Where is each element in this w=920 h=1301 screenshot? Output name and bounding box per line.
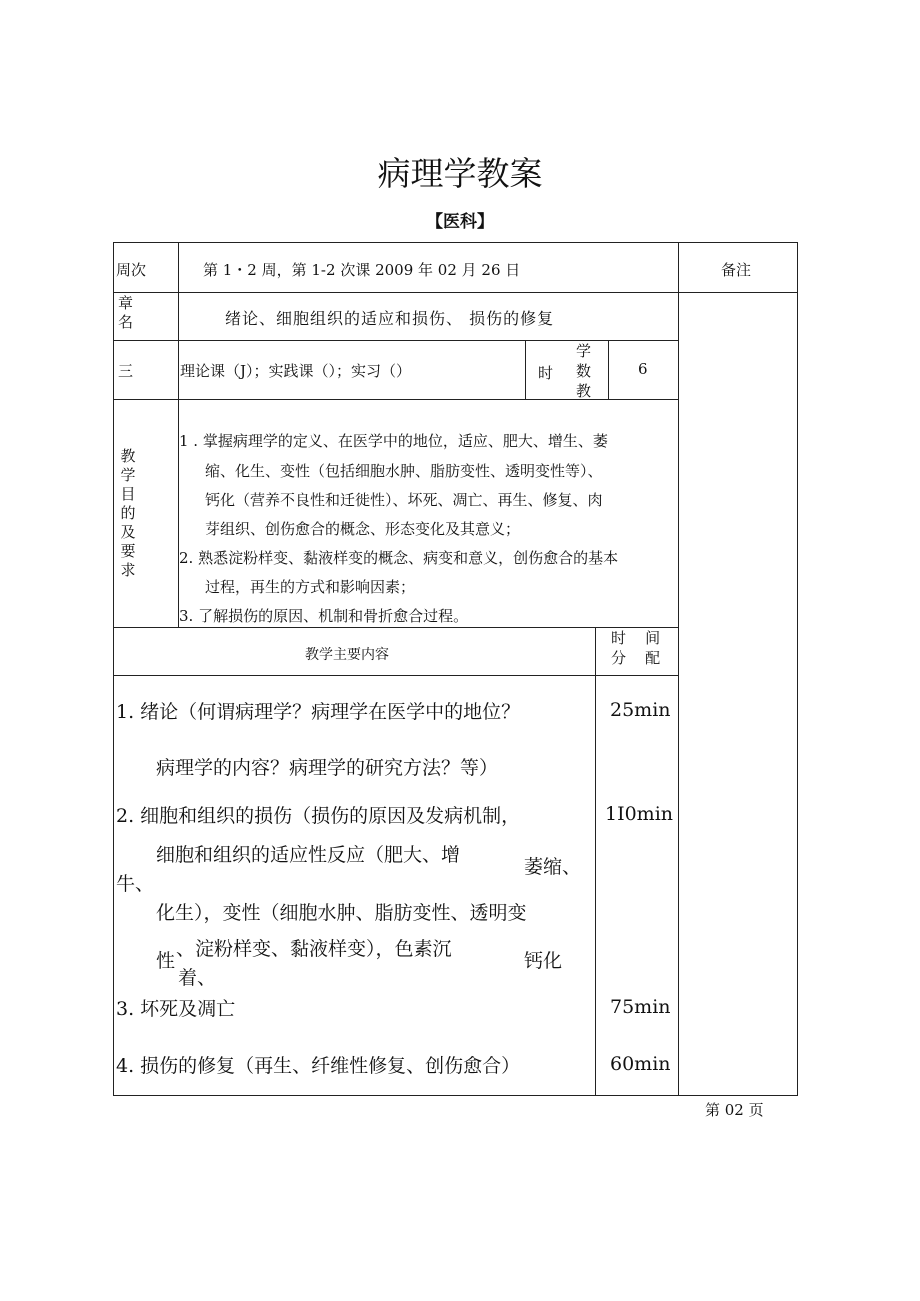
content-line-8: 性 — [156, 950, 176, 972]
objective-line-4: 芽组织、创伤愈合的概念、形态变化及其意义； — [205, 520, 521, 538]
hours-char-2: 数 — [576, 362, 592, 380]
time-value-1: 25min — [610, 699, 671, 721]
chapter-label-2: 名 — [118, 313, 134, 331]
objective-line-6: 过程，再生的方式和影响因素； — [205, 578, 416, 596]
remarks-label: 备注 — [721, 261, 752, 279]
content-line-12: 3. 坏死及凋亡 — [116, 998, 236, 1020]
objective-line-3: 钙化（营养不良性和迁徙性）、坏死、凋亡、再生、修复、肉 — [205, 491, 603, 509]
hours-value: 6 — [638, 360, 648, 378]
content-line-9: 、淀粉样变、黏液样变），色素沉 — [176, 938, 452, 960]
chapter-value: 绪论、细胞组织的适应和损伤、 损伤的修复 — [225, 309, 555, 328]
hours-char-1: 学 — [576, 342, 592, 360]
week-label: 周次 — [116, 261, 147, 279]
course-type-label: 三 — [118, 362, 134, 380]
objectives-label: 教学目的及要求 — [120, 447, 136, 579]
content-line-10: 着、 — [178, 967, 217, 989]
week-value: 第 1・2 周，第 1-2 次课 2009 年 02 月 26 日 — [203, 261, 521, 279]
content-line-13: 4. 损伤的修复（再生、纤维性修复、创伤愈合） — [116, 1055, 521, 1077]
time-header-1: 时 间 — [611, 629, 661, 647]
time-value-2: 1I0min — [605, 803, 674, 825]
hours-char-3: 教 — [576, 382, 592, 400]
content-line-5: 萎缩、 — [524, 856, 582, 878]
content-header: 教学主要内容 — [305, 647, 389, 663]
content-line-11: 钙化 — [524, 950, 563, 972]
content-line-2: 病理学的内容？病理学的研究方法？等） — [156, 757, 499, 779]
objective-line-7: 3. 了解损伤的原因、机制和骨折愈合过程。 — [179, 607, 469, 625]
objective-line-5: 2. 熟悉淀粉样变、黏液样变的概念、病变和意义，创伤愈合的基本 — [179, 549, 619, 567]
content-line-3: 2. 细胞和组织的损伤（损伤的原因及发病机制， — [116, 805, 521, 827]
content-line-7: 化生），变性（细胞水肿、脂肪变性、透明变 — [156, 902, 527, 924]
objective-line-1: 1 . 掌握病理学的定义、在医学中的地位，适应、肥大、增生、萎 — [179, 432, 608, 450]
time-header-2: 分 配 — [611, 649, 661, 667]
time-value-3: 75min — [610, 996, 671, 1018]
page-number: 第 02 页 — [705, 1101, 764, 1119]
page-subtitle: 【医科】 — [426, 212, 494, 232]
objective-line-2: 缩、化生、变性（包括细胞水肿、脂肪变性、透明变性等）、 — [205, 462, 603, 480]
page-title: 病理学教案 — [377, 154, 543, 193]
content-line-1: 1. 绪论（何谓病理学？病理学在医学中的地位？ — [116, 701, 521, 723]
chapter-label-1: 章 — [118, 294, 134, 312]
course-type-value: 理论课（J）；实践课（）；实习（） — [180, 362, 412, 380]
time-label: 时 — [538, 364, 554, 382]
content-line-4: 细胞和组织的适应性反应（肥大、增 — [156, 844, 461, 866]
time-value-4: 60min — [610, 1053, 671, 1075]
content-line-6: 牛、 — [116, 873, 155, 895]
